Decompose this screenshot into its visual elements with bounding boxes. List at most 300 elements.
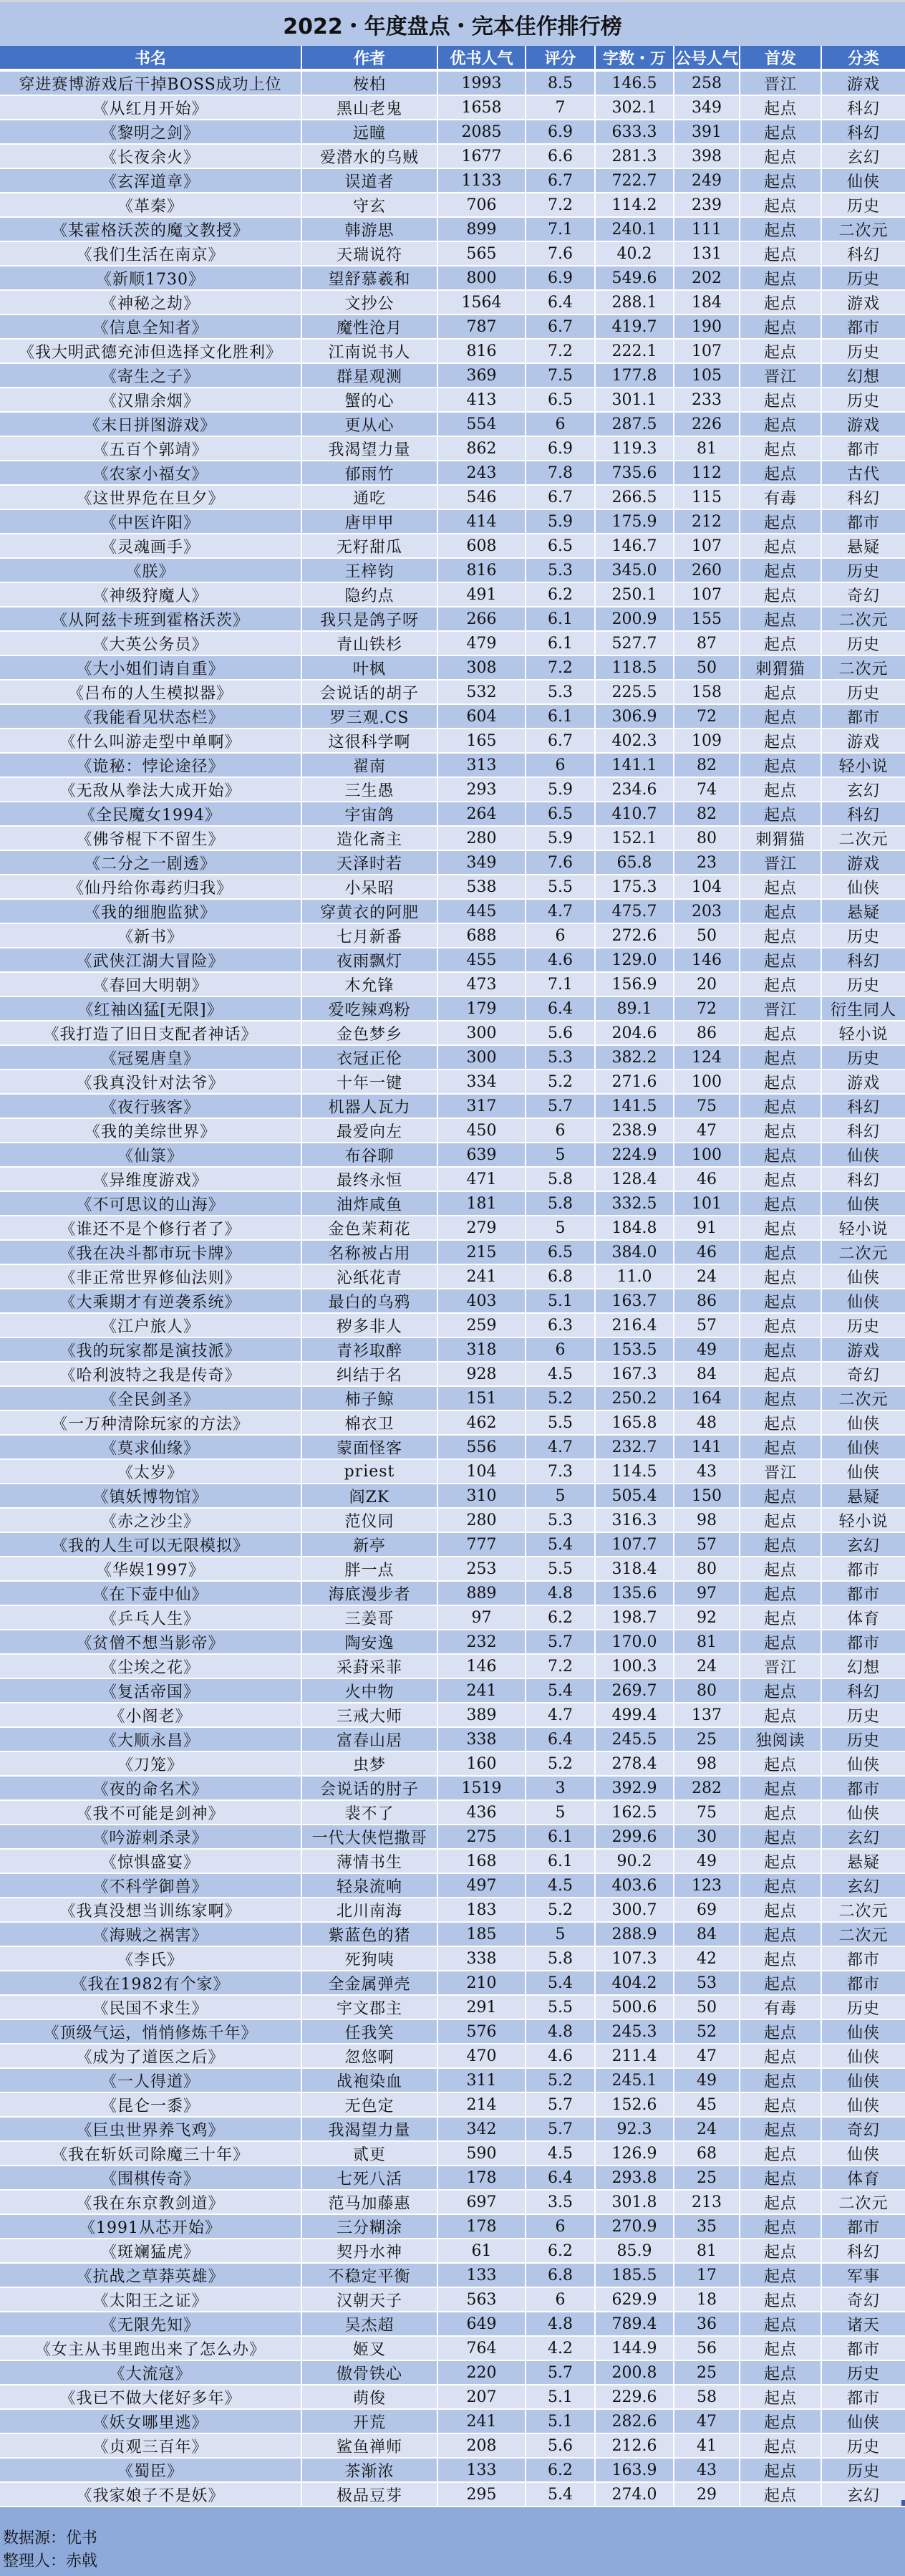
cell-platform: 起点 <box>740 1850 822 1873</box>
cell-word-count: 119.3 <box>596 437 674 460</box>
cell-author: 虫梦 <box>302 1752 438 1775</box>
footer <box>0 2507 905 2576</box>
cell-title: 《莫求仙缘》 <box>0 1436 302 1458</box>
cell-category: 科幻 <box>846 1171 880 1190</box>
table-row <box>0 1557 905 1582</box>
cell-platform: 起点 <box>740 948 822 971</box>
cell-score: 6.5 <box>526 1241 596 1264</box>
cell-score: 6.4 <box>526 997 596 1020</box>
cell-account-popularity: 81 <box>674 2239 740 2262</box>
cell-youshu-popularity: 471 <box>438 1168 526 1191</box>
cell-account-popularity: 25 <box>674 1728 740 1751</box>
cell-title: 《江户旅人》 <box>0 1314 302 1337</box>
cell-youshu-popularity: 215 <box>438 1241 526 1264</box>
cell-word-count: 156.9 <box>596 973 674 996</box>
cell-category: 科幻 <box>846 1123 880 1141</box>
cell-word-count: 629.9 <box>596 2288 674 2311</box>
cell-account-popularity: 47 <box>674 1119 740 1142</box>
cell-platform: 起点 <box>740 96 822 119</box>
cell-score: 5.9 <box>526 510 596 533</box>
cell-youshu-popularity: 436 <box>438 1801 526 1824</box>
cell-title: 《五百个郭靖》 <box>0 437 302 460</box>
cell-title: 《1991从芯开始》 <box>0 2215 302 2238</box>
cell-platform: 起点 <box>740 1265 822 1288</box>
cell-author: 姬叉 <box>302 2337 438 2360</box>
cell-account-popularity: 98 <box>674 1509 740 1532</box>
cell-word-count: 789.4 <box>596 2312 674 2335</box>
cell-title: 《围棋传奇》 <box>0 2166 302 2189</box>
cell-category: 奇幻 <box>846 1366 880 1385</box>
cell-account-popularity: 46 <box>674 1168 740 1191</box>
cell-category: 都市 <box>846 1780 880 1799</box>
cell-youshu-popularity: 787 <box>438 315 526 338</box>
table-row <box>0 388 905 413</box>
cell-author: 穿黄衣的阿肥 <box>302 900 438 923</box>
cell-title: 《汉鼎余烟》 <box>0 388 302 411</box>
table-row <box>0 802 905 827</box>
cell-platform: 起点 <box>740 388 822 411</box>
cell-title: 《赤之沙尘》 <box>0 1509 302 1532</box>
table-row <box>0 291 905 315</box>
cell-category: 二次元 <box>838 1902 889 1921</box>
cell-platform: 起点 <box>740 461 822 484</box>
cell-score: 5.3 <box>526 1046 596 1069</box>
table-row <box>0 1411 905 1436</box>
table-row <box>0 2215 905 2239</box>
cell-category: 悬疑 <box>846 538 880 557</box>
cell-youshu-popularity: 232 <box>438 1630 526 1653</box>
cell-youshu-popularity: 369 <box>438 364 526 387</box>
table-row <box>0 1216 905 1241</box>
cell-word-count: 633.3 <box>596 120 674 143</box>
resize-handle[interactable] <box>901 2500 905 2506</box>
cell-score: 4.5 <box>526 2142 596 2165</box>
cell-category: 奇幻 <box>846 2121 880 2140</box>
cell-category: 历史 <box>846 2462 880 2481</box>
table-row <box>0 1850 905 1874</box>
cell-platform: 起点 <box>740 1777 822 1799</box>
cell-title: 《我在东京教剑道》 <box>0 2191 302 2214</box>
cell-category: 体育 <box>846 1610 880 1628</box>
cell-score: 6.7 <box>526 486 596 509</box>
cell-account-popularity: 123 <box>674 1874 740 1897</box>
cell-word-count: 316.3 <box>596 1509 674 1532</box>
table-row <box>0 851 905 875</box>
cell-score: 5.4 <box>526 1679 596 1702</box>
cell-title: 《大乘期才有逆袭系统》 <box>0 1289 302 1312</box>
cell-account-popularity: 25 <box>674 2361 740 2384</box>
cell-word-count: 152.6 <box>596 2093 674 2116</box>
cell-word-count: 222.1 <box>596 340 674 362</box>
cell-category: 游戏 <box>846 733 880 751</box>
cell-platform: 起点 <box>740 1192 822 1215</box>
cell-youshu-popularity: 338 <box>438 1947 526 1970</box>
cell-word-count: 300.7 <box>596 1898 674 1921</box>
cell-category: 仙侠 <box>846 173 880 191</box>
cell-word-count: 200.8 <box>596 2361 674 2384</box>
cell-author: 开荒 <box>302 2410 438 2433</box>
cell-score: 5.5 <box>526 1411 596 1434</box>
cell-word-count: 114.2 <box>596 193 674 216</box>
cell-account-popularity: 18 <box>674 2288 740 2311</box>
table-row <box>0 2020 905 2044</box>
cell-category: 历史 <box>846 1317 880 1336</box>
cell-author: 薄情书生 <box>302 1850 438 1873</box>
cell-youshu-popularity: 185 <box>438 1923 526 1946</box>
cell-account-popularity: 398 <box>674 145 740 168</box>
cell-word-count: 232.7 <box>596 1436 674 1458</box>
cell-youshu-popularity: 280 <box>438 1509 526 1532</box>
cell-platform: 起点 <box>740 2142 822 2165</box>
cell-word-count: 163.7 <box>596 1289 674 1312</box>
cell-title: 《异维度游戏》 <box>0 1168 302 1191</box>
cell-category: 游戏 <box>846 855 880 873</box>
cell-title: 《吕布的人生模拟器》 <box>0 681 302 703</box>
cell-youshu-popularity: 479 <box>438 632 526 655</box>
cell-word-count: 301.1 <box>596 388 674 411</box>
table-row <box>0 1046 905 1070</box>
cell-platform: 起点 <box>740 1752 822 1775</box>
cell-author: 桉柏 <box>302 72 438 95</box>
cell-youshu-popularity: 450 <box>438 1119 526 1142</box>
cell-score: 5.8 <box>526 1168 596 1191</box>
table-row <box>0 96 905 120</box>
cell-author: 三生愚 <box>302 778 438 801</box>
cell-account-popularity: 43 <box>674 2459 740 2481</box>
cell-author: 胖一点 <box>302 1557 438 1580</box>
cell-youshu-popularity: 151 <box>438 1387 526 1410</box>
cell-category: 历史 <box>846 2365 880 2383</box>
cell-platform: 起点 <box>740 1606 822 1629</box>
cell-author: 三分糊涂 <box>302 2215 438 2238</box>
cell-category: 历史 <box>846 1999 880 2018</box>
cell-title: 《佛爷棍下不留生》 <box>0 827 302 850</box>
cell-author: 蒙面怪客 <box>302 1436 438 1458</box>
cell-word-count: 163.9 <box>596 2459 674 2481</box>
cell-word-count: 505.4 <box>596 1484 674 1507</box>
cell-word-count: 153.5 <box>596 1338 674 1361</box>
cell-platform: 起点 <box>740 1168 822 1191</box>
cell-score: 5.7 <box>526 2118 596 2140</box>
cell-word-count: 11.0 <box>596 1265 674 1288</box>
cell-category: 都市 <box>846 441 880 459</box>
column-header-youshu-popularity: 优书人气 <box>438 46 526 69</box>
cell-score: 4.7 <box>526 1436 596 1458</box>
cell-title: 《仙丹给你毒药归我》 <box>0 875 302 898</box>
cell-author: 萌俊 <box>302 2385 438 2408</box>
cell-title: 《我大明武德充沛但选择文化胜利》 <box>0 340 302 362</box>
cell-score: 6.7 <box>526 729 596 752</box>
cell-account-popularity: 233 <box>674 388 740 411</box>
cell-title: 《复活帝国》 <box>0 1679 302 1702</box>
table-row <box>0 583 905 607</box>
cell-word-count: 245.1 <box>596 2069 674 2092</box>
cell-author: 爱潜水的乌贼 <box>302 145 438 168</box>
cell-youshu-popularity: 214 <box>438 2093 526 2116</box>
cell-account-popularity: 56 <box>674 2337 740 2360</box>
cell-platform: 起点 <box>740 2118 822 2140</box>
cell-account-popularity: 213 <box>674 2191 740 2214</box>
cell-author: 七月新番 <box>302 924 438 947</box>
cell-platform: 起点 <box>740 2361 822 2384</box>
cell-platform: 起点 <box>740 266 822 289</box>
cell-score: 5 <box>526 1923 596 1946</box>
cell-title: 《妖女哪里逃》 <box>0 2410 302 2433</box>
cell-word-count: 404.2 <box>596 1971 674 1994</box>
cell-title: 《在下壶中仙》 <box>0 1582 302 1605</box>
cell-author: 战袍染血 <box>302 2069 438 2092</box>
cell-author: 木允锋 <box>302 973 438 996</box>
cell-title: 《某霍格沃茨的魔文教授》 <box>0 218 302 241</box>
cell-account-popularity: 137 <box>674 1703 740 1726</box>
cell-platform: 起点 <box>740 2459 822 2481</box>
cell-youshu-popularity: 241 <box>438 1679 526 1702</box>
table-row <box>0 1606 905 1630</box>
table-row <box>0 1630 905 1655</box>
cell-category: 科幻 <box>846 952 880 971</box>
table-row <box>0 2385 905 2410</box>
cell-category: 轻小说 <box>838 1512 889 1531</box>
table-row <box>0 242 905 266</box>
cell-account-popularity: 46 <box>674 1241 740 1264</box>
cell-platform: 起点 <box>740 1143 822 1166</box>
cell-score: 5.4 <box>526 1533 596 1556</box>
cell-title: 《我家娘子不是妖》 <box>0 2483 302 2506</box>
cell-platform: 起点 <box>740 681 822 703</box>
cell-youshu-popularity: 590 <box>438 2142 526 2165</box>
cell-account-popularity: 258 <box>674 72 740 95</box>
cell-account-popularity: 68 <box>674 2142 740 2165</box>
cell-youshu-popularity: 311 <box>438 2069 526 2092</box>
cell-title: 《华娱1997》 <box>0 1557 302 1580</box>
cell-youshu-popularity: 210 <box>438 1971 526 1994</box>
cell-title: 《冠冕唐皇》 <box>0 1046 302 1069</box>
cell-author: 纠结于名 <box>302 1363 438 1385</box>
table-row <box>0 1679 905 1703</box>
cell-youshu-popularity: 160 <box>438 1752 526 1775</box>
cell-account-popularity: 30 <box>674 1825 740 1848</box>
cell-score: 7.1 <box>526 218 596 241</box>
cell-platform: 起点 <box>740 1947 822 1970</box>
cell-score: 5 <box>526 1484 596 1507</box>
cell-word-count: 402.3 <box>596 729 674 752</box>
cell-platform: 起点 <box>740 2312 822 2335</box>
cell-platform: 有毒 <box>740 1996 822 2019</box>
cell-author: 隐约点 <box>302 583 438 606</box>
cell-title: 《我在决斗都市玩卡牌》 <box>0 1241 302 1264</box>
cell-account-popularity: 105 <box>674 364 740 387</box>
cell-category: 体育 <box>846 2170 880 2188</box>
cell-author: 江南说书人 <box>302 340 438 362</box>
cell-category: 衍生同人 <box>830 1001 896 1019</box>
table-row <box>0 1168 905 1192</box>
cell-platform: 起点 <box>740 900 822 923</box>
cell-author: 棉衣卫 <box>302 1411 438 1434</box>
cell-youshu-popularity: 899 <box>438 218 526 241</box>
cell-author: 七死八活 <box>302 2166 438 2189</box>
cell-title: 《我已不做大佬好多年》 <box>0 2385 302 2408</box>
cell-score: 3 <box>526 1777 596 1799</box>
cell-platform: 起点 <box>740 510 822 533</box>
cell-score: 6 <box>526 1119 596 1142</box>
cell-youshu-popularity: 97 <box>438 1606 526 1629</box>
cell-account-popularity: 249 <box>674 169 740 192</box>
cell-account-popularity: 52 <box>674 2020 740 2043</box>
cell-author: 守玄 <box>302 193 438 216</box>
cell-author: 爱吃辣鸡粉 <box>302 997 438 1020</box>
cell-platform: 起点 <box>740 340 822 362</box>
cell-score: 6.8 <box>526 1265 596 1288</box>
table-row <box>0 973 905 997</box>
cell-score: 5.7 <box>526 2093 596 2116</box>
cell-youshu-popularity: 389 <box>438 1703 526 1726</box>
cell-word-count: 141.5 <box>596 1095 674 1118</box>
table-row <box>0 1460 905 1484</box>
page-title: 2022・年度盘点・完本佳作排行榜 <box>283 14 622 39</box>
table-row <box>0 1509 905 1533</box>
cell-title: 《斑斓猛虎》 <box>0 2239 302 2262</box>
cell-category: 军事 <box>846 2267 880 2286</box>
cell-author: 魔性沧月 <box>302 315 438 338</box>
cell-author: 海底漫步者 <box>302 1582 438 1605</box>
cell-author: 黑山老鬼 <box>302 96 438 119</box>
cell-title: 《什么叫游走型中单啊》 <box>0 729 302 752</box>
cell-score: 7.2 <box>526 656 596 679</box>
cell-author: 范马加藤惠 <box>302 2191 438 2214</box>
cell-word-count: 128.4 <box>596 1168 674 1191</box>
cell-youshu-popularity: 275 <box>438 1825 526 1848</box>
cell-word-count: 211.4 <box>596 2044 674 2067</box>
cell-score: 5 <box>526 1801 596 1824</box>
cell-platform: 起点 <box>740 1411 822 1434</box>
cell-score: 5 <box>526 1216 596 1239</box>
cell-author: 无籽甜瓜 <box>302 534 438 557</box>
cell-account-popularity: 190 <box>674 315 740 338</box>
cell-youshu-popularity: 608 <box>438 534 526 557</box>
cell-score: 6 <box>526 1338 596 1361</box>
cell-title: 《大英公务员》 <box>0 632 302 655</box>
cell-account-popularity: 226 <box>674 413 740 436</box>
cell-word-count: 170.0 <box>596 1630 674 1653</box>
column-header-title: 书名 <box>0 46 302 69</box>
cell-score: 5.2 <box>526 1387 596 1410</box>
table-row <box>0 1825 905 1850</box>
cell-youshu-popularity: 61 <box>438 2239 526 2262</box>
cell-author: 新亭 <box>302 1533 438 1556</box>
cell-youshu-popularity: 816 <box>438 340 526 362</box>
column-header-account-popularity: 公号人气 <box>674 46 740 69</box>
table-row <box>0 2069 905 2093</box>
cell-author: 布谷聊 <box>302 1143 438 1166</box>
cell-youshu-popularity: 565 <box>438 242 526 265</box>
cell-youshu-popularity: 313 <box>438 754 526 777</box>
cell-word-count: 287.5 <box>596 413 674 436</box>
cell-youshu-popularity: 264 <box>438 802 526 825</box>
cell-youshu-popularity: 1133 <box>438 169 526 192</box>
cell-score: 6.2 <box>526 583 596 606</box>
cell-platform: 晋江 <box>740 851 822 874</box>
table-row <box>0 2312 905 2337</box>
table-row <box>0 1801 905 1825</box>
cell-platform: 起点 <box>740 1484 822 1507</box>
cell-platform: 起点 <box>740 1338 822 1361</box>
cell-word-count: 238.9 <box>596 1119 674 1142</box>
cell-score: 8.5 <box>526 72 596 95</box>
cell-word-count: 167.3 <box>596 1363 674 1385</box>
cell-account-popularity: 80 <box>674 827 740 850</box>
cell-score: 5.9 <box>526 778 596 801</box>
cell-author: 忽悠啊 <box>302 2044 438 2067</box>
cell-account-popularity: 84 <box>674 1363 740 1385</box>
table-row <box>0 924 905 948</box>
cell-score: 6.5 <box>526 388 596 411</box>
cell-author: 无色定 <box>302 2093 438 2116</box>
cell-account-popularity: 53 <box>674 1971 740 1994</box>
cell-author: 鲨鱼禅师 <box>302 2434 438 2457</box>
cell-platform: 起点 <box>740 2044 822 2067</box>
cell-youshu-popularity: 133 <box>438 2459 526 2481</box>
cell-account-popularity: 164 <box>674 1387 740 1410</box>
cell-score: 6.7 <box>526 315 596 338</box>
cell-account-popularity: 80 <box>674 1679 740 1702</box>
cell-score: 6.9 <box>526 266 596 289</box>
cell-platform: 起点 <box>740 2215 822 2238</box>
cell-category: 二次元 <box>838 1390 889 1409</box>
cell-score: 4.2 <box>526 2337 596 2360</box>
cell-platform: 起点 <box>740 2020 822 2043</box>
cell-word-count: 135.6 <box>596 1582 674 1605</box>
cell-category: 仙侠 <box>846 2097 880 2115</box>
cell-score: 4.6 <box>526 2044 596 2067</box>
cell-word-count: 114.5 <box>596 1460 674 1483</box>
cell-account-popularity: 86 <box>674 1022 740 1044</box>
cell-account-popularity: 72 <box>674 705 740 728</box>
cell-score: 7.6 <box>526 851 596 874</box>
cell-platform: 起点 <box>740 2264 822 2287</box>
cell-title: 《巨虫世界养飞鸡》 <box>0 2118 302 2140</box>
cell-platform: 起点 <box>740 315 822 338</box>
cell-account-popularity: 43 <box>674 1460 740 1483</box>
cell-account-popularity: 115 <box>674 486 740 509</box>
cell-title: 《新顺1730》 <box>0 266 302 289</box>
table-row <box>0 266 905 291</box>
cell-platform: 晋江 <box>740 72 822 95</box>
cell-author: 十年一键 <box>302 1070 438 1093</box>
cell-title: 《长夜余火》 <box>0 145 302 168</box>
cell-account-popularity: 74 <box>674 778 740 801</box>
cell-category: 游戏 <box>846 416 880 435</box>
cell-category: 历史 <box>846 976 880 995</box>
cell-author: 会说话的胡子 <box>302 681 438 703</box>
cell-platform: 起点 <box>740 193 822 216</box>
cell-account-popularity: 20 <box>674 973 740 996</box>
cell-platform: 起点 <box>740 1509 822 1532</box>
cell-word-count: 107.3 <box>596 1947 674 1970</box>
cell-category: 玄幻 <box>846 1537 880 1555</box>
cell-platform: 起点 <box>740 1679 822 1702</box>
cell-youshu-popularity: 403 <box>438 1289 526 1312</box>
cell-score: 5.9 <box>526 827 596 850</box>
cell-category: 仙侠 <box>846 1415 880 1433</box>
cell-score: 5.8 <box>526 1947 596 1970</box>
cell-youshu-popularity: 688 <box>438 924 526 947</box>
cell-category: 科幻 <box>846 489 880 508</box>
cell-title: 《这世界危在旦夕》 <box>0 486 302 509</box>
cell-score: 5.5 <box>526 1996 596 2019</box>
cell-category: 游戏 <box>846 1074 880 1092</box>
cell-title: 《我真没针对法爷》 <box>0 1070 302 1093</box>
cell-account-popularity: 391 <box>674 120 740 143</box>
